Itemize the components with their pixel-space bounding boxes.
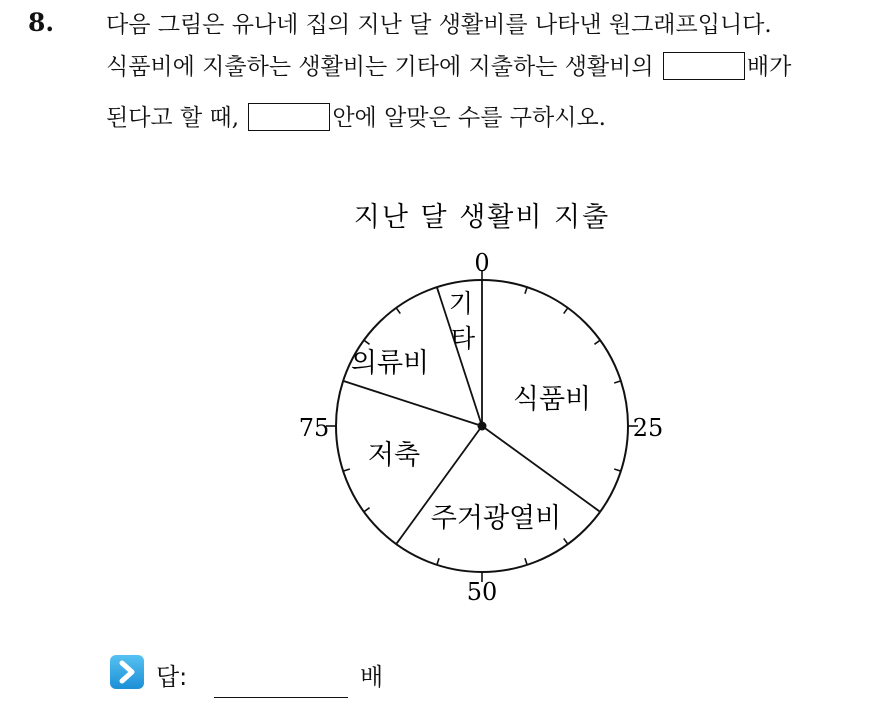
- pie-group: [299, 249, 664, 606]
- pie-center-dot: [478, 422, 487, 431]
- slice-label: 의류비: [350, 348, 430, 379]
- question-line-3-text: 된다고 할 때,: [106, 105, 247, 131]
- scale-label: 75: [298, 414, 330, 442]
- slice-label: 주거광열비: [430, 503, 562, 534]
- chart-title: 지난 달 생활비 지출: [353, 202, 611, 233]
- question-line-3-end: 안에 알맞은 수를 구하시오.: [332, 105, 606, 131]
- chevron-right-icon: [110, 655, 144, 689]
- scale-label: 25: [632, 414, 664, 442]
- answer-label: 답:: [156, 663, 188, 691]
- question-line-1: 다음 그림은 유나네 집의 지난 달 생활비를 나타낸 원그래프입니다.: [106, 12, 772, 38]
- question-number: 8.: [28, 8, 55, 37]
- answer-unit: 배: [360, 663, 384, 691]
- scale-label: 50: [466, 578, 498, 606]
- slice-label-other-char: 타: [450, 324, 476, 353]
- slice-label: 식품비: [512, 384, 592, 415]
- scale-label: 0: [474, 249, 490, 277]
- question-line-2-end: 배가: [746, 54, 792, 80]
- answer-input-line[interactable]: [214, 697, 348, 698]
- question-line-2-text: 식품비에 지출하는 생활비는 기타에 지출하는 생활비의: [106, 54, 661, 80]
- slice-label: 저축: [367, 440, 421, 471]
- slice-label-other-char: 기: [448, 289, 474, 318]
